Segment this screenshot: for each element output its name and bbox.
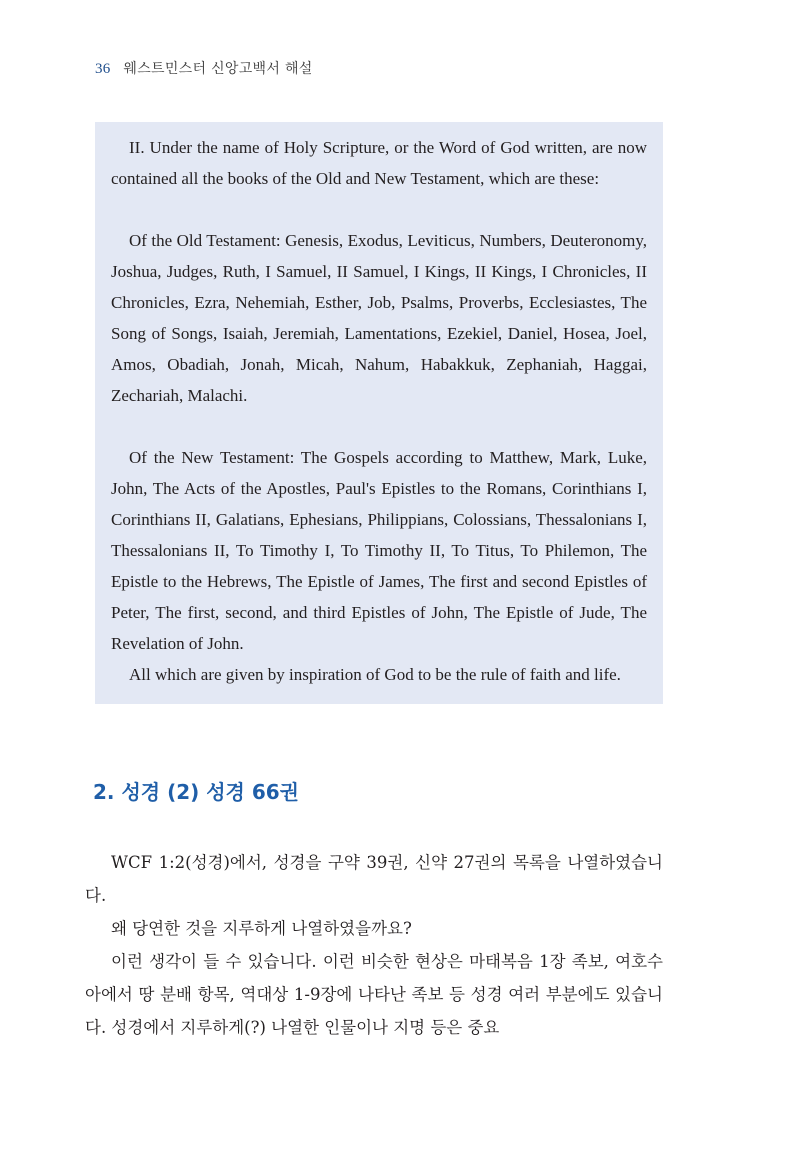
section-heading: 2. 성경 (2) 성경 66권 (93, 780, 299, 804)
quote-paragraph-old-testament: Of the Old Testament: Genesis, Exodus, Leviticus, Numbers, Deuteronomy, Joshua, Judges, Ruth, I Samuel, II Samuel, I Kings, II Kings, I Chronicles, II Chronicles, Ezra, Nehemiah, Esther, Job, Psalms, Proverbs, Ecclesiastes, The Song of Songs, Isaiah, Jeremiah, Lamentations, Ezekiel, Daniel, Hosea, Joel, Amos, Obadiah, Jonah, Micah, Nahum, Habakkuk, Zephaniah, Haggai, Zechariah, Malachi. (111, 231, 647, 405)
running-header (95, 58, 313, 78)
confession-quote-box (95, 122, 663, 704)
body-paragraph: 이런 생각이 들 수 있습니다. 이런 비슷한 현상은 마태복음 1장 족보, 여호수아에서 땅 분배 항목, 역대상 1-9장에 나타난 족보 등 성경 여러 부분에도 있습니다. 성경에서 지루하게(?) 나열한 인물이나 지명 등은 중요 (85, 952, 663, 1037)
book-title: 웨스트민스터 신앙고백서 해설 (123, 61, 313, 77)
quote-paragraph-new-testament: Of the New Testament: The Gospels according to Matthew, Mark, Luke, John, The Acts of the Apostles, Paul's Epistles to the Romans, Corinthians I, Corinthians II, Galatians, Ephesians, Philippians, Colossians, Thessalonians I, Thessalonians II, To Timothy I, To Timothy II, To Titus, To Philemon, The Epistle to the Hebrews, The Epistle of James, The first and second Epistles of Peter, The first, second, and third Epistles of John, The Epistle of Jude, The Revelation of John. (111, 448, 647, 653)
page-number: 36 (95, 61, 111, 77)
quote-paragraph-conclusion: All which are given by inspiration of God to be the rule of faith and life. (129, 665, 621, 684)
body-text (85, 846, 663, 1044)
body-paragraph: 왜 당연한 것을 지루하게 나열하였을까요? (111, 919, 412, 938)
body-paragraph: WCF 1:2(성경)에서, 성경을 구약 39권, 신약 27권의 목록을 나열하였습니다. (85, 853, 663, 905)
quote-paragraph-intro: II. Under the name of Holy Scripture, or the Word of God written, are now contained all the books of the Old and New Testament, which are these: (111, 138, 647, 188)
